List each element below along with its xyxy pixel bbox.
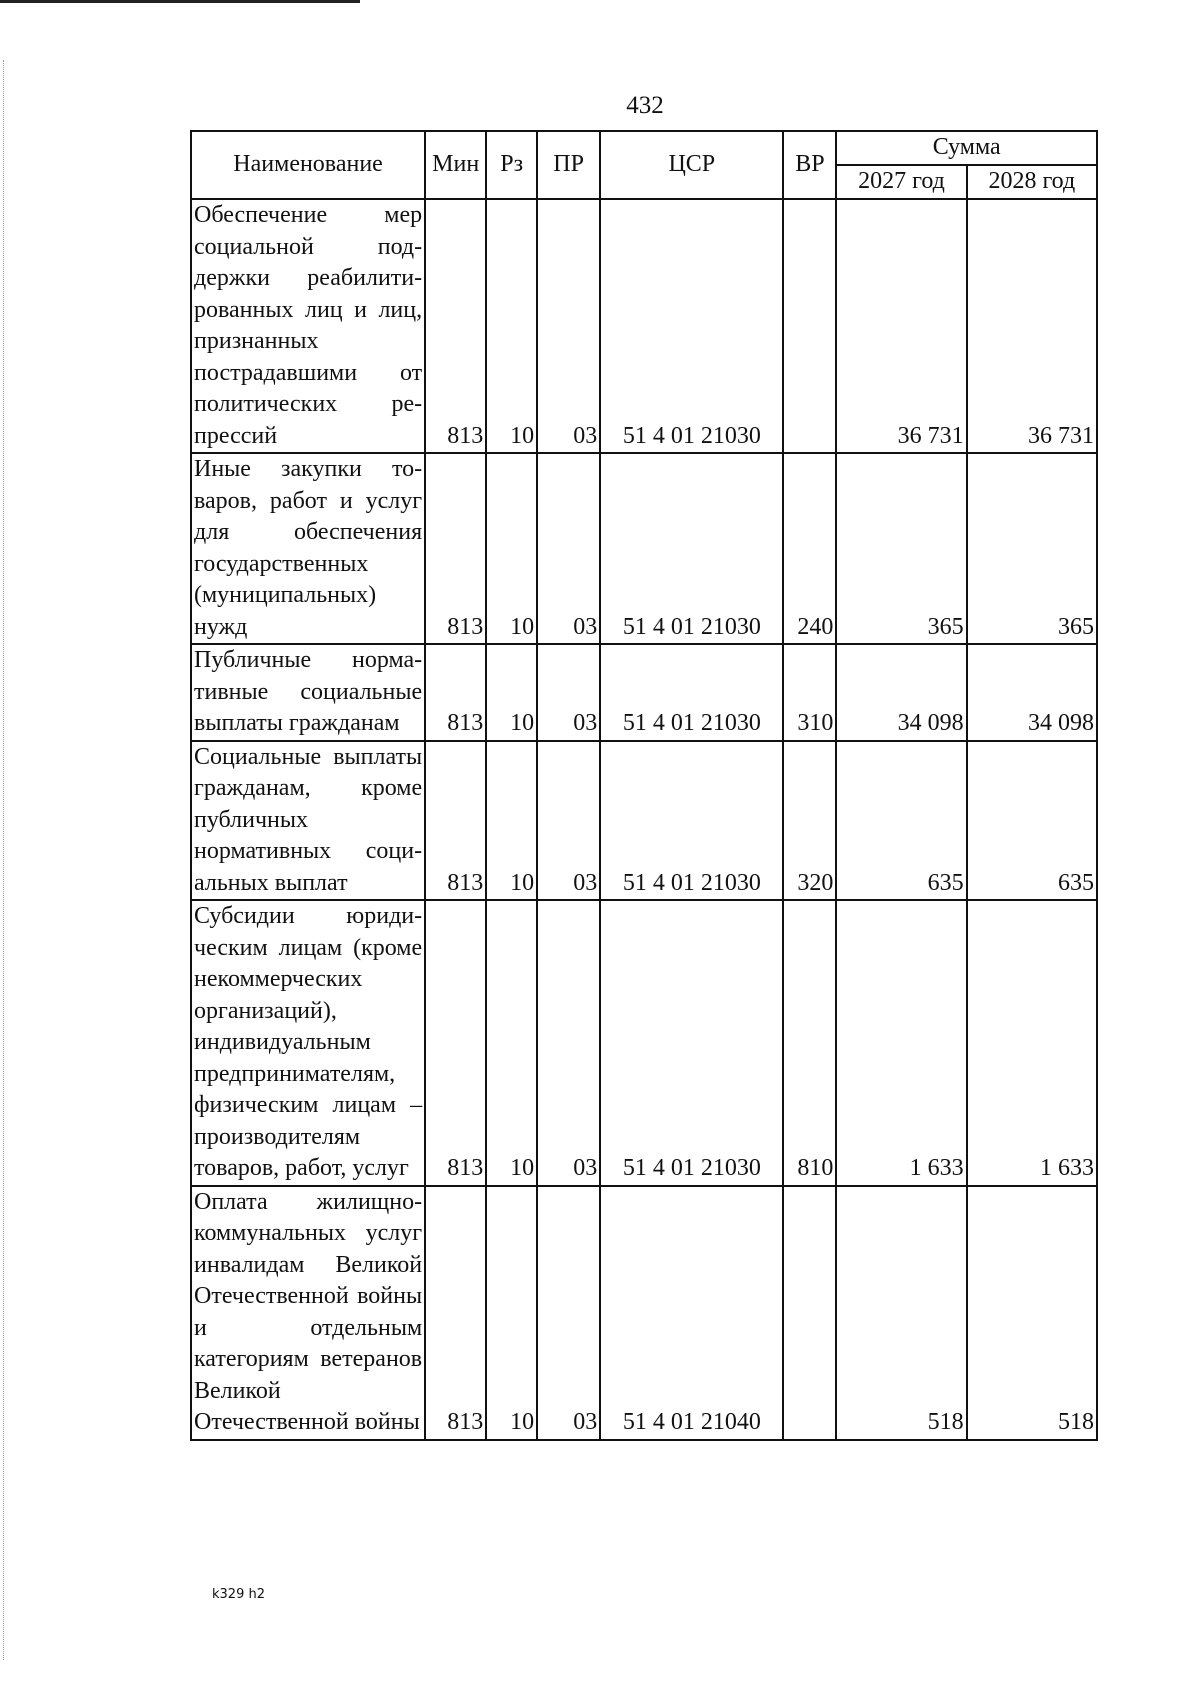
- row-vr: 320: [783, 741, 836, 901]
- row-csr: 51 4 01 21030: [600, 900, 783, 1186]
- row-sum-2027: 365: [836, 453, 966, 644]
- row-csr: 51 4 01 21030: [600, 199, 783, 453]
- row-name: Иные закупки товаров, работ и услуг для обеспечения государственных (муниципальных) нужд: [191, 453, 425, 644]
- header-sum: Сумма: [836, 131, 1097, 165]
- page-number: 432: [626, 92, 664, 119]
- row-rz: 10: [486, 644, 537, 741]
- scan-margin-line: [3, 60, 5, 1660]
- row-csr: 51 4 01 21030: [600, 644, 783, 741]
- header-min: Мин: [425, 131, 486, 199]
- row-vr: 310: [783, 644, 836, 741]
- row-min: 813: [425, 644, 486, 741]
- row-csr: 51 4 01 21030: [600, 453, 783, 644]
- row-min: 813: [425, 1186, 486, 1440]
- row-csr: 51 4 01 21030: [600, 741, 783, 901]
- footer-code: k329 h2: [212, 1587, 265, 1602]
- row-sum-2027: 1 633: [836, 900, 966, 1186]
- row-sum-2028: 34 098: [967, 644, 1097, 741]
- row-pr: 03: [537, 453, 600, 644]
- row-pr: 03: [537, 900, 600, 1186]
- header-name: Наименование: [191, 131, 425, 199]
- header-csr: ЦСР: [600, 131, 783, 199]
- row-csr: 51 4 01 21040: [600, 1186, 783, 1440]
- table-row: [191, 199, 1097, 453]
- row-pr: 03: [537, 644, 600, 741]
- table-row: [191, 644, 1097, 741]
- header-year-2027: 2027 год: [836, 165, 966, 199]
- row-min: 813: [425, 199, 486, 453]
- row-sum-2028: 635: [967, 741, 1097, 901]
- budget-table: [190, 130, 1098, 1441]
- row-vr: 240: [783, 453, 836, 644]
- table-row: [191, 453, 1097, 644]
- row-rz: 10: [486, 453, 537, 644]
- row-min: 813: [425, 453, 486, 644]
- row-sum-2028: 365: [967, 453, 1097, 644]
- row-sum-2028: 36 731: [967, 199, 1097, 453]
- header-year-2028: 2028 год: [967, 165, 1097, 199]
- header-row: [191, 131, 1097, 165]
- row-rz: 10: [486, 900, 537, 1186]
- row-rz: 10: [486, 199, 537, 453]
- row-name: Субсидии юридическим лицам (кроме некоммерческих организаций), индивидуальным предпринимателям, физическим лицам – производителям товаров, работ, услуг: [191, 900, 425, 1186]
- row-min: 813: [425, 900, 486, 1186]
- row-name: Социальные выплаты гражданам, кроме публичных нормативных социальных выплат: [191, 741, 425, 901]
- table-row: [191, 900, 1097, 1186]
- row-rz: 10: [486, 741, 537, 901]
- row-pr: 03: [537, 741, 600, 901]
- row-sum-2027: 635: [836, 741, 966, 901]
- row-name: Обеспечение мер социальной поддержки реабилитированных лиц и лиц, признанных пострадавшими от политических репрессий: [191, 199, 425, 453]
- row-vr: 810: [783, 900, 836, 1186]
- row-min: 813: [425, 741, 486, 901]
- row-name: Публичные нормативные социальные выплаты гражданам: [191, 644, 425, 741]
- row-sum-2027: 36 731: [836, 199, 966, 453]
- row-pr: 03: [537, 1186, 600, 1440]
- scan-edge-mark: [0, 0, 360, 3]
- row-sum-2027: 518: [836, 1186, 966, 1440]
- row-sum-2028: 518: [967, 1186, 1097, 1440]
- header-vr: ВР: [783, 131, 836, 199]
- table-row: [191, 1186, 1097, 1440]
- row-pr: 03: [537, 199, 600, 453]
- table-row: [191, 741, 1097, 901]
- row-sum-2027: 34 098: [836, 644, 966, 741]
- row-sum-2028: 1 633: [967, 900, 1097, 1186]
- header-rz: Рз: [486, 131, 537, 199]
- row-name: Оплата жилищно-коммунальных услуг инвалидам Великой Отечественной войны и отдельным категориям ветеранов Великой Отечественной войны: [191, 1186, 425, 1440]
- row-rz: 10: [486, 1186, 537, 1440]
- row-vr: [783, 1186, 836, 1440]
- header-pr: ПР: [537, 131, 600, 199]
- row-vr: [783, 199, 836, 453]
